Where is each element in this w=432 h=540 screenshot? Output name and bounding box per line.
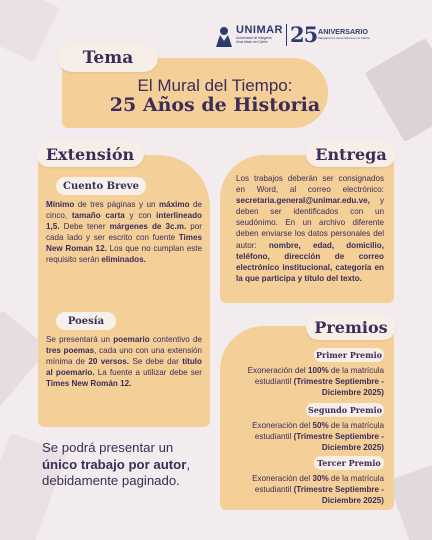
- entrega-t1: Los trabajos deberán ser consignados en Word, al correo electrónico:: [236, 174, 384, 195]
- decor-paper-top-right: [365, 38, 432, 142]
- poesia-t9: La fuente a utilizar debe ser: [94, 368, 202, 378]
- poesia-poemario: poemario: [113, 335, 150, 344]
- tema-label: Tema: [82, 48, 134, 68]
- cuento-t4: de cinco,: [46, 200, 202, 221]
- anniversary-sub: Margarita luz de la cultura en el Caribe: [318, 36, 370, 40]
- poesia-fuente: Times New Román 12.: [46, 379, 132, 389]
- prize-2-period: (Trimestre Septiembre - Diciembre 2025): [293, 432, 384, 453]
- entrega-t3: y deben ser identificados con un seudónimo. En un archivo diferente deben enviarse los datos personales del autor:: [236, 196, 384, 250]
- cuento-t10: por cada lado y ser escrito con fuente: [46, 222, 202, 243]
- cuento-tamano: tamaño carta: [71, 211, 125, 221]
- extension-label-pill: [36, 141, 144, 167]
- poesia-t7: Se debe dar: [129, 357, 183, 367]
- anniversary-logo: [290, 22, 380, 48]
- prize-2-t2: de la matrícula estudiantil: [254, 421, 384, 442]
- cuento-margenes: márgenes de 3c.m.: [109, 222, 187, 232]
- cuento-interlineado: interlineado 1,5.: [46, 211, 202, 232]
- extension-label: Extensión: [45, 144, 135, 164]
- footer-line2-bold: único trabajo por autor: [42, 456, 187, 472]
- cuento-t6: y con: [124, 211, 157, 221]
- tema-title-line1: El Mural del Tiempo:: [137, 76, 293, 95]
- cuento-minimo: Mínimo: [46, 200, 75, 209]
- prize-3-title-pill: [314, 456, 384, 470]
- decor-paper-top-left: [0, 0, 59, 62]
- prize-1-t1: Exoneración del: [247, 366, 308, 375]
- cuento-t2: de tres páginas y un: [74, 200, 159, 209]
- footer-line2: [42, 457, 222, 474]
- prize-2-t1: Exoneración del: [252, 421, 313, 430]
- prize-2-title-pill: [306, 403, 384, 417]
- footer-note: [42, 440, 222, 490]
- entrega-datos: nombre, edad, domicilio, teléfono, dirección de correo electrónico institucional, categoría en la que participa y título del texto.: [236, 240, 385, 283]
- cuento-text: [46, 199, 202, 266]
- entrega-email: secretaria.general@unimar.edu.ve,: [236, 196, 370, 206]
- poesia-label: Poesía: [67, 315, 105, 327]
- cuento-t8: Debe tener: [59, 222, 110, 232]
- prize-1-text: [232, 365, 384, 398]
- premios-label-pill: [306, 314, 396, 340]
- poesia-label-pill: [56, 312, 116, 330]
- poesia-t5: , cada uno con una extensión mínima de: [46, 346, 203, 367]
- poesia-tres-poemas: tres poemas: [46, 346, 95, 356]
- cuento-maximo: máximo: [158, 200, 190, 209]
- anniversary-label: ANIVERSARIO: [318, 27, 368, 36]
- prize-3-t2: de la matrícula estudiantil: [254, 474, 384, 495]
- prize-3-t1: Exoneración del: [252, 474, 313, 483]
- cuento-label-pill: [56, 177, 146, 195]
- entrega-text: [236, 173, 384, 284]
- entrega-label: Entrega: [315, 144, 387, 164]
- entrega-label-pill: [306, 141, 396, 167]
- cuento-t12: Los que no cumplan este requisito serán: [46, 244, 202, 265]
- unimar-emblem-icon: [214, 25, 234, 47]
- prize-1-t2: de la matrícula estudiantil: [254, 366, 384, 387]
- prize-3-text: [232, 473, 384, 506]
- prize-3-pct: 30%: [312, 474, 329, 483]
- prize-1-title: Primer Premio: [316, 350, 382, 360]
- prize-1-pct: 100%: [307, 366, 329, 375]
- prize-1-title-pill: [314, 348, 384, 362]
- prize-2-text: [232, 420, 384, 453]
- prize-2-pct: 50%: [312, 421, 329, 430]
- prize-3-title: Tercer Premio: [317, 458, 381, 468]
- footer-line2-comma: ,: [186, 456, 191, 472]
- logo-divider: [286, 24, 287, 46]
- tema-title-line2: 25 Años de Historia: [109, 94, 321, 116]
- unimar-logo-name: UNIMAR: [236, 24, 283, 36]
- poesia-versos: 20 versos.: [88, 357, 130, 367]
- decor-paper-bottom-right: [388, 464, 432, 540]
- cuento-label: Cuento Breve: [63, 180, 139, 192]
- poesia-titulo: título al poemario.: [46, 357, 202, 378]
- cuento-fuente: Times New Roman 12.: [46, 233, 202, 254]
- prize-3-period: (Trimestre Septiembre - Diciembre 2025): [293, 485, 384, 506]
- footer-line3: debidamente paginado.: [42, 473, 180, 488]
- unimar-logo-sub: Universidad de Margarita Alma Mater del Caribe: [236, 36, 272, 44]
- poesia-t3: contentivo de: [149, 335, 202, 344]
- premios-label: Premios: [314, 317, 388, 337]
- tema-label-pill: [58, 44, 158, 72]
- poesia-t1: Se presentará un: [46, 335, 114, 344]
- cuento-eliminados: eliminados.: [101, 255, 146, 265]
- footer-line1: Se podrá presentar un: [42, 440, 174, 455]
- poesia-text: [46, 334, 202, 389]
- unimar-logo: [214, 24, 284, 48]
- prize-1-period: (Trimestre Septiembre - Diciembre 2025): [293, 377, 384, 398]
- prize-2-title: Segundo Premio: [308, 405, 382, 415]
- anniversary-number: 25: [290, 22, 318, 47]
